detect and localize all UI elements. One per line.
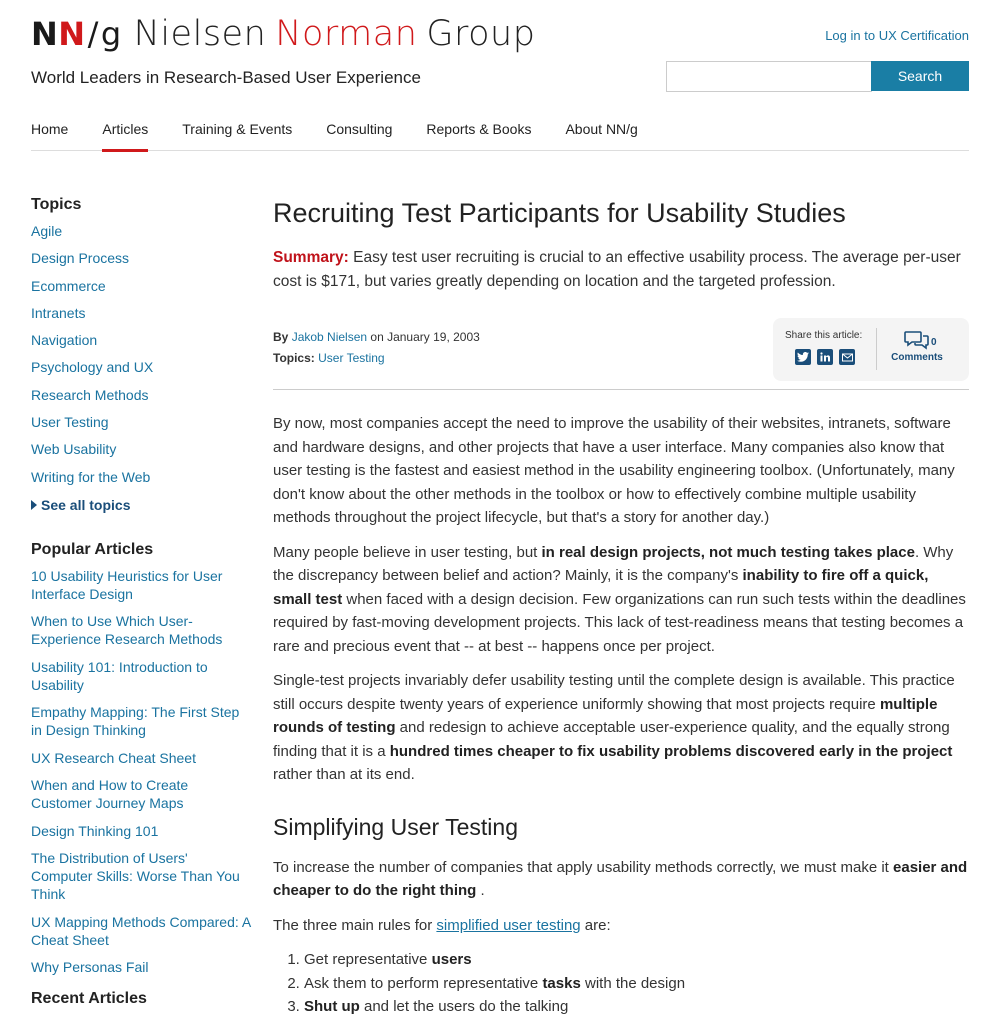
article-body <box>273 412 969 1019</box>
section-heading: Simplifying User Testing <box>273 813 519 840</box>
sidebar <box>31 196 251 1008</box>
topic-link[interactable]: Web Usability <box>31 441 117 458</box>
simplified-user-testing-link[interactable]: simplified user testing <box>436 916 581 934</box>
text-run: with the design <box>580 974 686 992</box>
text-run: Many people believe in user testing, but <box>273 543 542 561</box>
article <box>273 196 969 1019</box>
paragraph <box>273 669 969 787</box>
list-item <box>304 972 969 996</box>
topic-link[interactable]: Research Methods <box>31 386 149 403</box>
nav-home[interactable]: Home <box>31 121 69 137</box>
comments-label: Comments <box>891 352 943 363</box>
rules-list <box>273 948 969 1019</box>
text-run: To increase the number of companies that apply usability methods correctly, we must make it <box>273 858 894 876</box>
topic-list <box>31 222 251 495</box>
text-run: and let the users do the talking <box>359 998 569 1015</box>
popular-article-link[interactable]: When to Use Which User-Experience Research Methods <box>31 613 223 648</box>
logo-word-group: Group <box>426 14 536 54</box>
nav-articles[interactable]: Articles <box>102 118 148 151</box>
topic-link[interactable]: Intranets <box>31 304 86 321</box>
popular-article-link[interactable]: Usability 101: Introduction to Usability <box>31 658 208 693</box>
popular-article-link[interactable]: UX Mapping Methods Compared: A Cheat Sheet <box>31 913 251 948</box>
bold-text: tasks <box>542 974 581 992</box>
topic-link[interactable]: Design Process <box>31 250 130 267</box>
bold-text: users <box>431 951 472 968</box>
popular-articles <box>31 541 251 977</box>
text-run: . <box>476 882 485 899</box>
login-link[interactable]: Log in to UX Certification <box>825 28 969 43</box>
list-item <box>304 948 969 972</box>
article-topics <box>273 351 385 365</box>
logo-mark-g: g <box>100 15 122 53</box>
logo-word-nielsen: Nielsen <box>133 14 267 54</box>
triangle-right-icon <box>31 500 37 510</box>
twitter-icon[interactable] <box>795 349 811 365</box>
search-input[interactable] <box>666 61 872 92</box>
text-run: Get representative <box>304 951 432 968</box>
popular-article-link[interactable]: The Distribution of Users' Computer Skills: Worse Than You Think <box>31 850 240 903</box>
see-all-label: See all topics <box>41 496 131 513</box>
topic-link[interactable]: Psychology and UX <box>31 359 154 376</box>
article-title: Recruiting Test Participants for Usability Studies <box>273 198 846 228</box>
bold-text: multiple rounds of testing <box>273 695 938 736</box>
bold-text: Shut up <box>304 998 360 1015</box>
text-run: when faced with a design decision. Few organizations can run such tests within the deadlines required by fast-moving development projects. This lack of test-readiness means that testing becomes a rare and precious event that -- at best -- happens once per project. <box>273 590 966 655</box>
nav-consulting[interactable]: Consulting <box>326 121 393 137</box>
summary-label: Summary: <box>273 249 349 266</box>
search-button[interactable]: Search <box>871 61 969 91</box>
email-icon[interactable] <box>839 349 855 365</box>
paragraph <box>273 856 969 903</box>
logo-mark-n1: N <box>31 15 59 53</box>
main-nav <box>31 118 969 151</box>
popular-article-link[interactable]: Design Thinking 101 <box>31 822 159 839</box>
bold-text: hundred times cheaper to fix usability problems discovered early in the project <box>389 742 953 760</box>
summary-text: Easy test user recruiting is crucial to an effective usability process. The average per-user cost is $171, but varies greatly depending on location and the targeted profession. <box>273 249 961 290</box>
topic-link[interactable]: Ecommerce <box>31 277 106 294</box>
nav-about[interactable]: About NN/g <box>565 121 638 137</box>
nav-training-events[interactable]: Training & Events <box>182 121 293 137</box>
linkedin-icon[interactable] <box>817 349 833 365</box>
share-divider <box>876 328 877 370</box>
topic-link[interactable]: Navigation <box>31 332 98 349</box>
by-label: By <box>273 330 289 344</box>
see-all-topics-link[interactable] <box>31 495 251 515</box>
site-logo[interactable] <box>31 12 535 56</box>
topic-user-testing-link[interactable]: User Testing <box>318 351 385 365</box>
list-item <box>304 995 969 1019</box>
popular-article-link[interactable]: Empathy Mapping: The First Step in Design Thinking <box>31 704 240 739</box>
article-meta <box>273 318 969 390</box>
topic-link[interactable]: Writing for the Web <box>31 468 151 485</box>
author-link[interactable]: Jakob Nielsen <box>291 330 368 344</box>
text-run: rather than at its end. <box>273 766 415 783</box>
topic-link[interactable]: User Testing <box>31 414 109 431</box>
topics-label: Topics: <box>273 351 315 365</box>
text-run: are: <box>580 916 611 934</box>
text-run: The three main rules for <box>273 916 437 934</box>
popular-article-link[interactable]: 10 Usability Heuristics for User Interface Design <box>31 567 223 602</box>
topic-link[interactable]: Agile <box>31 223 63 239</box>
comments-icon <box>904 330 930 350</box>
bold-text: in real design projects, not much testing takes place <box>541 543 915 561</box>
topics-heading: Topics <box>31 196 82 213</box>
tagline: World Leaders in Research-Based User Experience <box>31 68 421 87</box>
article-summary <box>273 246 969 294</box>
logo-mark-slash: / <box>87 15 99 53</box>
paragraph: By now, most companies accept the need to improve the usability of their websites, intranets, software and hardware designs, and other projects that have a user interface. Many companies also know that user testing is the fastest and easiest method in the usability engineering toolbox. (Unfortunately, many don't know about the other methods in the toolbox or how to effectively combine multiple usability methods throughout the project lifecycle, but that's a story for another day.) <box>273 415 955 526</box>
comments-count: 0 <box>931 337 937 348</box>
bold-text: easier and cheaper to do the right thing <box>273 858 968 899</box>
share-icons <box>795 349 855 365</box>
bold-text: inability to fire off a quick, small test <box>273 567 929 608</box>
popular-heading: Popular Articles <box>31 540 154 558</box>
share-label: Share this article: <box>785 330 863 341</box>
recent-heading: Recent Articles <box>31 990 147 1008</box>
popular-article-link[interactable]: When and How to Create Customer Journey Maps <box>31 777 189 812</box>
popular-article-link[interactable]: UX Research Cheat Sheet <box>31 749 196 766</box>
paragraph <box>273 914 969 938</box>
text-run: . Why the discrepancy between belief and action? Mainly, it is the company's <box>273 543 954 584</box>
share-box <box>773 318 969 381</box>
text-run: Ask them to perform representative <box>304 974 543 992</box>
paragraph <box>273 541 969 659</box>
text-run: Single-test projects invariably defer usability testing until the complete design is available. This practice still occurs despite twenty years of experience uniformly showing that most projects require <box>273 672 955 713</box>
byline <box>273 330 480 344</box>
publish-date: on January 19, 2003 <box>370 330 480 344</box>
logo-word-norman: Norman <box>275 14 418 54</box>
comments-link[interactable] <box>891 330 943 363</box>
nav-reports-books[interactable]: Reports & Books <box>426 121 532 137</box>
logo-mark-n2: N <box>58 15 86 53</box>
popular-article-link[interactable]: Why Personas Fail <box>31 959 149 976</box>
text-run: and redesign to achieve acceptable user-experience quality, and the equally strong finding that it is a <box>273 719 950 760</box>
